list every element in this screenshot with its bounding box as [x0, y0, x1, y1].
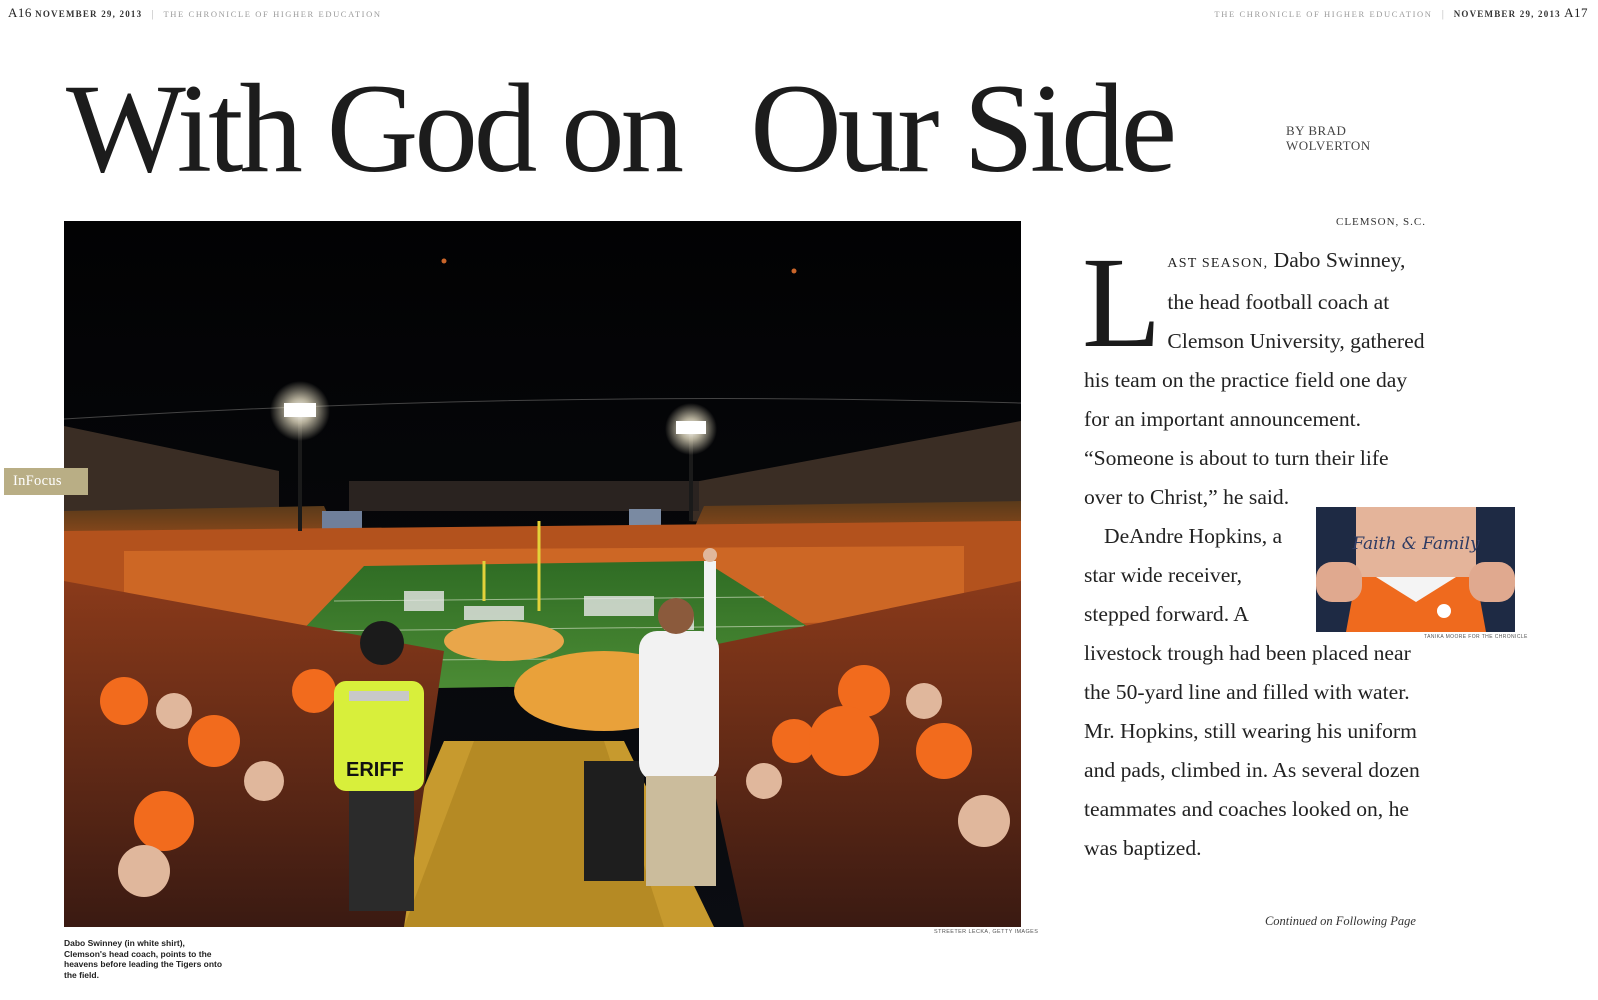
- page-number-left: A16: [8, 5, 32, 20]
- folio-right: [1214, 5, 1588, 21]
- drop-cap: L: [1082, 231, 1162, 375]
- main-photo-credit: STREETER LECKA, GETTY IMAGES: [934, 929, 1039, 935]
- folio-date-right: NOVEMBER 29, 2013: [1453, 9, 1561, 19]
- folio-separator: |: [151, 8, 155, 20]
- byline-line-1: BY BRAD: [1286, 123, 1347, 138]
- paragraph-2-rest: livestock trough had been placed near the 50-yard line and filled with water. Mr. Hopkins, still wearing his uniform and pads, climbed in. As several dozen teammates and coaches looked on, he was baptized.: [1084, 641, 1420, 860]
- inset-photo-credit: TANIKA MOORE FOR THE CHRONICLE: [1424, 634, 1528, 640]
- folio-left: [8, 5, 382, 21]
- headline: [66, 56, 1173, 202]
- dateline: CLEMSON, S.C.: [1336, 216, 1427, 228]
- folio-date-left: NOVEMBER 29, 2013: [35, 9, 143, 19]
- headline-part-1: With God on: [66, 59, 681, 199]
- main-photo-caption: Dabo Swinney (in white shirt), Clemson's head coach, points to the heavens before leading the Tigers onto the field.: [64, 938, 223, 980]
- paragraph-2-narrow: DeAndre Hopkins, a star wide receiver, stepped forward. A: [1084, 524, 1283, 626]
- folio-separator: |: [1441, 8, 1445, 20]
- tattoo-text: Faith & Family: [1352, 534, 1480, 554]
- paragraph-1-text: Dabo Swinney, the head football coach at Clemson University, gathered his team on the practice field one day for an important announcement. “Someone is about to turn their life over to Christ,” he said.: [1084, 248, 1425, 509]
- byline: [1286, 123, 1371, 153]
- tattoo-illustration: [1316, 507, 1515, 632]
- main-photo: [64, 221, 1021, 927]
- section-tab: InFocus: [4, 468, 88, 495]
- byline-line-2: WOLVERTON: [1286, 138, 1371, 153]
- continued-note: Continued on Following Page: [1264, 914, 1416, 928]
- headline-part-2: Our Side: [750, 59, 1174, 199]
- inset-photo: [1316, 507, 1515, 632]
- folio-publication-left: THE CHRONICLE OF HIGHER EDUCATION: [163, 9, 382, 19]
- page-number-right: A17: [1564, 5, 1588, 20]
- lead-smallcaps: AST SEASON,: [1167, 256, 1269, 271]
- stadium-illustration: [64, 221, 1021, 927]
- sheriff-vest-text: ERIFF: [346, 759, 404, 781]
- folio-publication-right: THE CHRONICLE OF HIGHER EDUCATION: [1214, 9, 1433, 19]
- paragraph-1: [1082, 231, 1429, 517]
